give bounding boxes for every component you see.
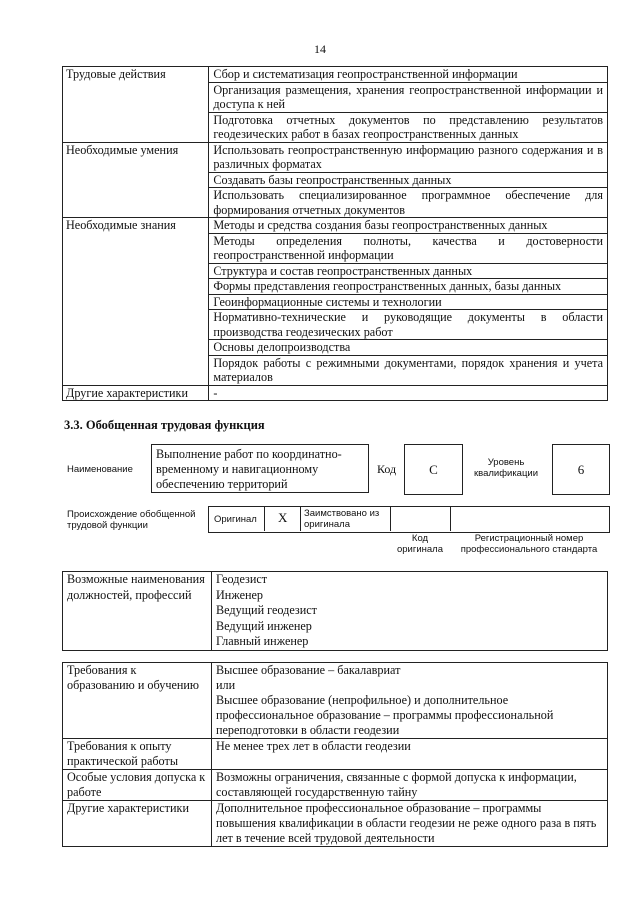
table-row: [63, 385, 608, 401]
divider: [300, 506, 301, 531]
requirement-value: [212, 739, 608, 770]
position-item: Ведущий геодезист: [216, 603, 317, 617]
requirement-line: Возможны ограничения, связанные с формой допуска к информации, составляющей государственную тайну: [216, 770, 577, 799]
section-heading: 3.3. Обобщенная трудовая функция: [64, 418, 265, 432]
requirement-value: [212, 770, 608, 801]
requirements-table: [62, 662, 608, 847]
table-row: [63, 572, 608, 651]
row-label: Другие характеристики: [63, 385, 209, 401]
row-item: Методы определения полноты, качества и достоверности геопространственной информации: [209, 233, 608, 263]
row-item: Структура и состав геопространственных данных: [209, 263, 608, 279]
row-item: Геоинформационные системы и технологии: [209, 294, 608, 310]
row-item: Организация размещения, хранения геопространственной информации и доступа к ней: [209, 82, 608, 112]
row-label: Необходимые умения: [63, 142, 209, 218]
level-value: 6: [552, 444, 610, 495]
row-label: Трудовые действия: [63, 67, 209, 143]
divider: [390, 506, 391, 531]
requirement-line: Дополнительное профессиональное образование – программы повышения квалификации в области геодезии не реже одного раза в пять лет в течение всей трудовой деятельности: [216, 801, 597, 845]
table-row: [63, 218, 608, 234]
positions-table: [62, 571, 608, 651]
original-mark: X: [278, 510, 288, 525]
row-item: Методы и средства создания базы геопространственных данных: [209, 218, 608, 234]
table-row: [63, 770, 608, 801]
requirement-label: Требования к опыту практической работы: [63, 739, 212, 770]
requirement-line: Не менее трех лет в области геодезии: [216, 739, 411, 753]
original-label: Оригинал: [214, 514, 257, 525]
code-original-caption: Код оригинала: [396, 533, 443, 555]
labor-functions-table: [62, 66, 608, 401]
table-row: [63, 67, 608, 83]
function-name-value: Выполнение работ по координатно-временному и навигационному обеспечению территорий: [151, 444, 369, 493]
positions-label: Возможные наименования должностей, профессий: [63, 572, 212, 651]
row-item: Создавать базы геопространственных данных: [209, 172, 608, 188]
row-item: Использовать геопространственную информацию разного содержания и в различных форматах: [209, 142, 608, 172]
code-label: Код: [377, 462, 397, 476]
row-item: Порядок работы с режимными документами, порядок хранения и учета материалов: [209, 355, 608, 385]
requirement-line: Высшее образование (непрофильное) и дополнительное профессиональное образование – программы профессиональной переподготовки в области геодезии: [216, 693, 554, 737]
table-row: [63, 142, 608, 172]
requirement-line: Высшее образование – бакалавриат: [216, 663, 401, 677]
position-item: Инженер: [216, 587, 264, 602]
requirement-value: [212, 663, 608, 739]
requirement-label: Другие характеристики: [63, 801, 212, 847]
row-label: Необходимые знания: [63, 218, 209, 386]
row-item: Сбор и систематизация геопространственной информации: [209, 67, 608, 83]
borrowed-label: Заимствовано из оригинала: [304, 508, 380, 530]
reg-number-caption: Регистрационный номер профессионального стандарта: [460, 533, 598, 555]
origin-box: [208, 506, 610, 533]
table-row: [63, 739, 608, 770]
table-row: [63, 801, 608, 847]
code-value: C: [404, 444, 463, 495]
position-item: Ведущий инженер: [216, 618, 312, 633]
row-item: Использовать специализированное программное обеспечение для формирования отчетных документов: [209, 188, 608, 218]
row-item: Основы делопроизводства: [209, 340, 608, 356]
requirement-label: Особые условия допуска к работе: [63, 770, 212, 801]
row-item: -: [209, 385, 608, 401]
table-row: [63, 663, 608, 739]
requirement-label: Требования к образованию и обучению: [63, 663, 212, 739]
page-number: 14: [314, 42, 326, 56]
row-item: Формы представления геопространственных данных, базы данных: [209, 279, 608, 295]
row-item: Подготовка отчетных документов по представлению результатов геодезических работ в базах геопространственных данных: [209, 112, 608, 142]
divider: [264, 506, 265, 531]
origin-label: Происхождение обобщенной трудовой функции: [67, 509, 196, 531]
position-item: Главный инженер: [216, 634, 309, 648]
position-item: Геодезист: [216, 572, 268, 586]
positions-list: [212, 572, 608, 651]
name-label: Наименование: [67, 464, 133, 475]
row-item: Нормативно-технические и руководящие документы в области производства геодезических работ: [209, 310, 608, 340]
requirement-value: [212, 801, 608, 847]
divider: [450, 506, 451, 531]
level-label: Уровень квалификации: [473, 457, 539, 479]
requirement-line: или: [216, 678, 236, 692]
